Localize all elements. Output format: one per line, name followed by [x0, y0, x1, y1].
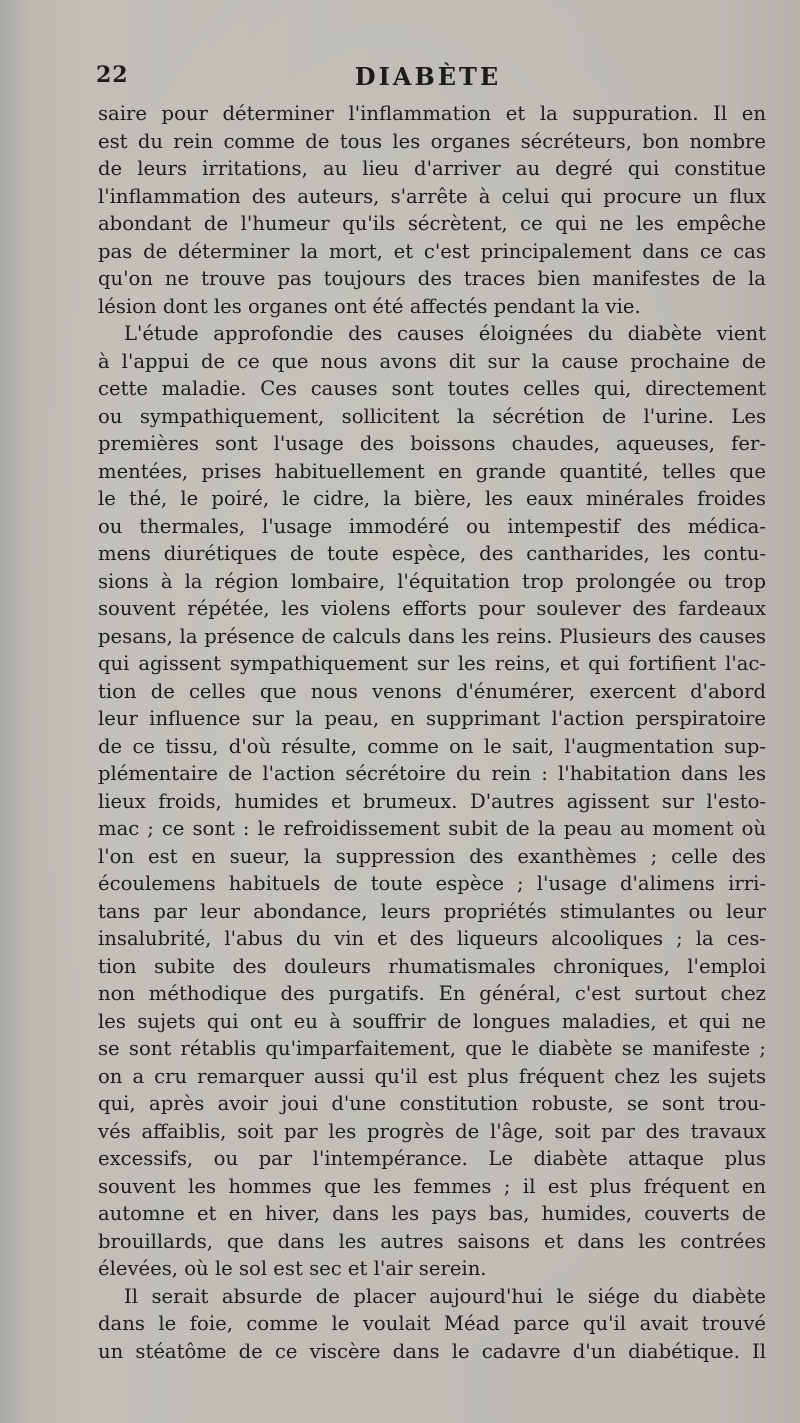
text-line: brouillards, que dans les autres saisons et dans les contrées [98, 1229, 766, 1253]
text-line: est du rein comme de tous les organes sécréteurs, bon nombre [98, 129, 766, 153]
text-line: tion de celles que nous venons d'énumérer, exercent d'abord [98, 679, 766, 703]
text-line: premières sont l'usage des boissons chaudes, aqueuses, fer- [98, 432, 766, 455]
text-line: tans par leur abondance, leurs propriétés stimulantes ou leur [98, 899, 766, 923]
text-line: qui agissent sympathiquement sur les reins, et qui fortifient l'ac- [98, 652, 766, 675]
text-line: mens diurétiques de toute espèce, des cantharides, les contu- [98, 542, 766, 565]
text-line: qu'on ne trouve pas toujours des traces bien manifestes de la [98, 267, 766, 290]
text-line: de ce tissu, d'où résulte, comme on le sait, l'augmentation sup- [98, 734, 766, 758]
text-line: l'inflammation des auteurs, s'arrête à celui qui procure un flux [98, 184, 766, 208]
text-line: leur influence sur la peau, en supprimant l'action perspiratoire [98, 707, 766, 730]
text-line: ou sympathiquement, sollicitent la sécrétion de l'urine. Les [98, 404, 766, 428]
text-line: abondant de l'humeur qu'ils sécrètent, ce qui ne les empêche [98, 212, 766, 235]
text-line: non méthodique des purgatifs. En général, c'est surtout chez [98, 982, 766, 1005]
text-line: les sujets qui ont eu à souffrir de longues maladies, et qui ne [98, 1009, 766, 1033]
text-line: sions à la région lombaire, l'équitation trop prolongée ou trop [98, 569, 766, 593]
text-line: pesans, la présence de calculs dans les reins. Plusieurs des causes [98, 624, 766, 648]
page-header [96, 62, 760, 96]
text-line: L'étude approfondie des causes éloignées du diabète vient [124, 322, 766, 345]
text-line: plémentaire de l'action sécrétoire du rein : l'habitation dans les [98, 762, 766, 785]
text-line: vés affaiblis, soit par les progrès de l'âge, soit par des travaux [98, 1119, 766, 1143]
text-line: de leurs irritations, au lieu d'arriver au degré qui constitue [98, 157, 766, 180]
text-line: à l'appui de ce que nous avons dit sur la cause prochaine de [98, 349, 766, 373]
text-line: l'on est en sueur, la suppression des exanthèmes ; celle des [98, 844, 766, 868]
text-line: un stéatôme de ce viscère dans le cadavre d'un diabétique. Il [98, 1339, 766, 1363]
text-line: tion subite des douleurs rhumatismales chroniques, l'emploi [98, 954, 766, 978]
text-line: lieux froids, humides et brumeux. D'autres agissent sur l'esto- [98, 789, 766, 813]
text-line: Il serait absurde de placer aujourd'hui le siége du diabète [124, 1284, 766, 1308]
text-line: automne et en hiver, dans les pays bas, humides, couverts de [98, 1202, 766, 1225]
text-line: insalubrité, l'abus du vin et des liqueurs alcooliques ; la ces- [98, 927, 766, 950]
text-line: on a cru remarquer aussi qu'il est plus fréquent chez les sujets [98, 1064, 766, 1088]
body-text [98, 100, 766, 1365]
text-line: écoulemens habituels de toute espèce ; l'usage d'alimens irri- [98, 872, 766, 895]
text-line: le thé, le poiré, le cidre, la bière, les eaux minérales froides [98, 487, 766, 510]
text-line: lésion dont les organes ont été affectés pendant la vie. [98, 294, 641, 318]
text-line: mentées, prises habituellement en grande quantité, telles que [98, 459, 766, 483]
text-line: saire pour déterminer l'inflammation et la suppuration. Il en [98, 102, 766, 125]
text-line: pas de déterminer la mort, et c'est principalement dans ce cas [98, 239, 766, 263]
running-head: DIABÈTE [354, 62, 502, 91]
text-line: mac ; ce sont : le refroidissement subit de la peau au moment où [98, 817, 766, 840]
text-line: élevées, où le sol est sec et l'air serein. [98, 1257, 487, 1280]
text-line: qui, après avoir joui d'une constitution robuste, se sont trou- [98, 1092, 766, 1115]
text-line: souvent répétée, les violens efforts pour soulever des fardeaux [98, 597, 766, 620]
text-line: cette maladie. Ces causes sont toutes celles qui, directement [98, 377, 766, 400]
text-line: se sont rétablis qu'imparfaitement, que le diabète se manifeste ; [98, 1037, 766, 1060]
text-line: ou thermales, l'usage immodéré ou intempestif des médica- [98, 514, 766, 538]
page-number: 22 [96, 62, 129, 88]
text-line: dans le foie, comme le voulait Méad parce qu'il avait trouvé [98, 1312, 766, 1335]
text-line: souvent les hommes que les femmes ; il est plus fréquent en [98, 1174, 766, 1198]
text-line: excessifs, ou par l'intempérance. Le diabète attaque plus [98, 1147, 766, 1170]
